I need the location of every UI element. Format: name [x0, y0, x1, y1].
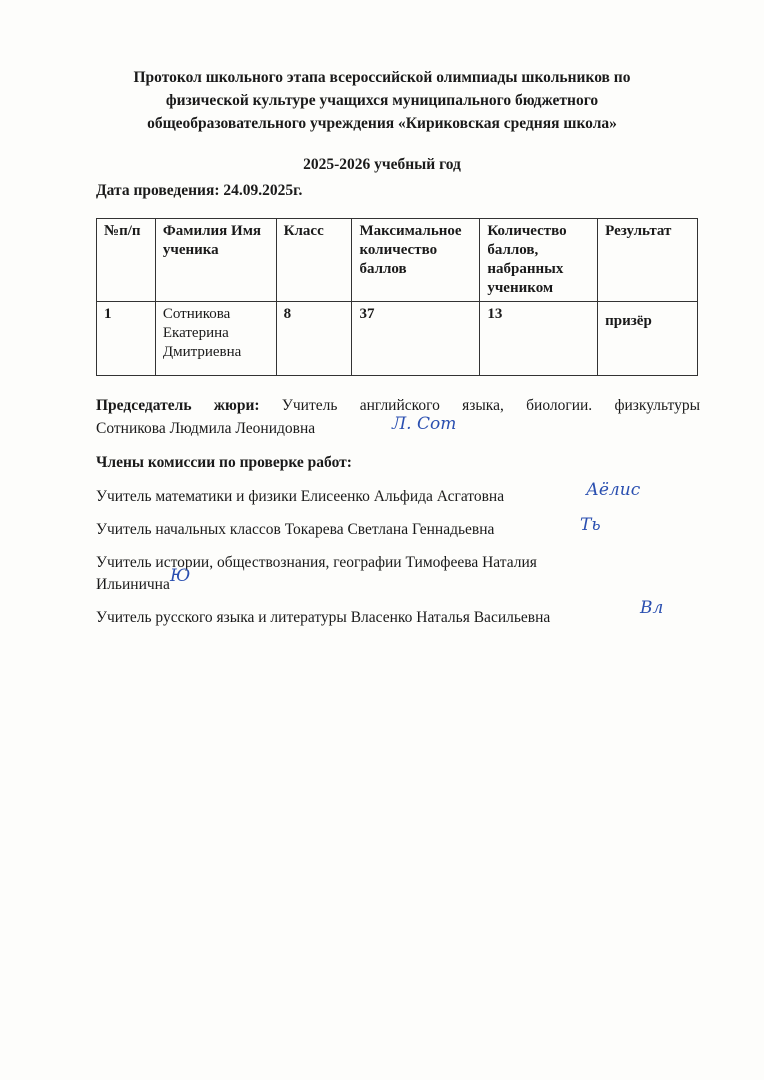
document-title: [60, 66, 704, 135]
academic-year: 2025-2026 учебный год: [303, 156, 461, 173]
header-name: Фамилия Имя ученика: [155, 219, 276, 302]
member-1: Учитель математики и физики Елисеенко Альфида Асгатовна: [96, 488, 505, 505]
results-table: [96, 218, 698, 376]
table-row: [97, 302, 698, 376]
member-4: Учитель русского языка и литературы Власенко Наталья Васильевна: [96, 609, 551, 626]
title-line: физической культуре учащихся муниципального бюджетного: [165, 92, 599, 109]
header-score: Количество баллов, набранных учеником: [480, 219, 598, 302]
cell-class: 8: [276, 302, 352, 376]
cell-name: Сотникова Екатерина Дмитриевна: [155, 302, 276, 376]
chairman-name: Сотникова Людмила Леонидовна: [96, 420, 316, 437]
header-max-score: Максимальное количество баллов: [352, 219, 480, 302]
member-3-cont: Ильинична: [96, 576, 170, 593]
member-3: Учитель истории, обществознания, географии Тимофеева Наталия: [96, 554, 537, 571]
cell-number: 1: [97, 302, 156, 376]
signature-member-2: Ть: [580, 515, 601, 535]
signature-member-4: Вл: [640, 598, 664, 618]
member-2: Учитель начальных классов Токарева Светлана Геннадьевна: [96, 521, 495, 538]
cell-max-score: 37: [352, 302, 480, 376]
title-line: Протокол школьного этапа всероссийской олимпиады школьников по: [133, 69, 631, 86]
cell-result: призёр: [598, 302, 698, 376]
header-result: Результат: [598, 219, 698, 302]
table-header-row: [97, 219, 698, 302]
chairman-label: Председатель жюри:: [96, 397, 260, 414]
signature-member-1: Аёлис: [586, 480, 641, 500]
signature-chairman: Л. Сот: [392, 414, 457, 434]
chairman-position: Учитель английского языка, биологии. физкультуры: [281, 397, 700, 414]
header-class: Класс: [276, 219, 352, 302]
title-line: общеобразовательного учреждения «Кириковская средняя школа»: [147, 115, 617, 132]
signature-member-3: Ю: [170, 566, 191, 586]
members-label: Члены комиссии по проверке работ:: [96, 454, 352, 471]
cell-score: 13: [480, 302, 598, 376]
event-date: Дата проведения: 24.09.2025г.: [96, 182, 303, 199]
header-number: №п/п: [97, 219, 156, 302]
